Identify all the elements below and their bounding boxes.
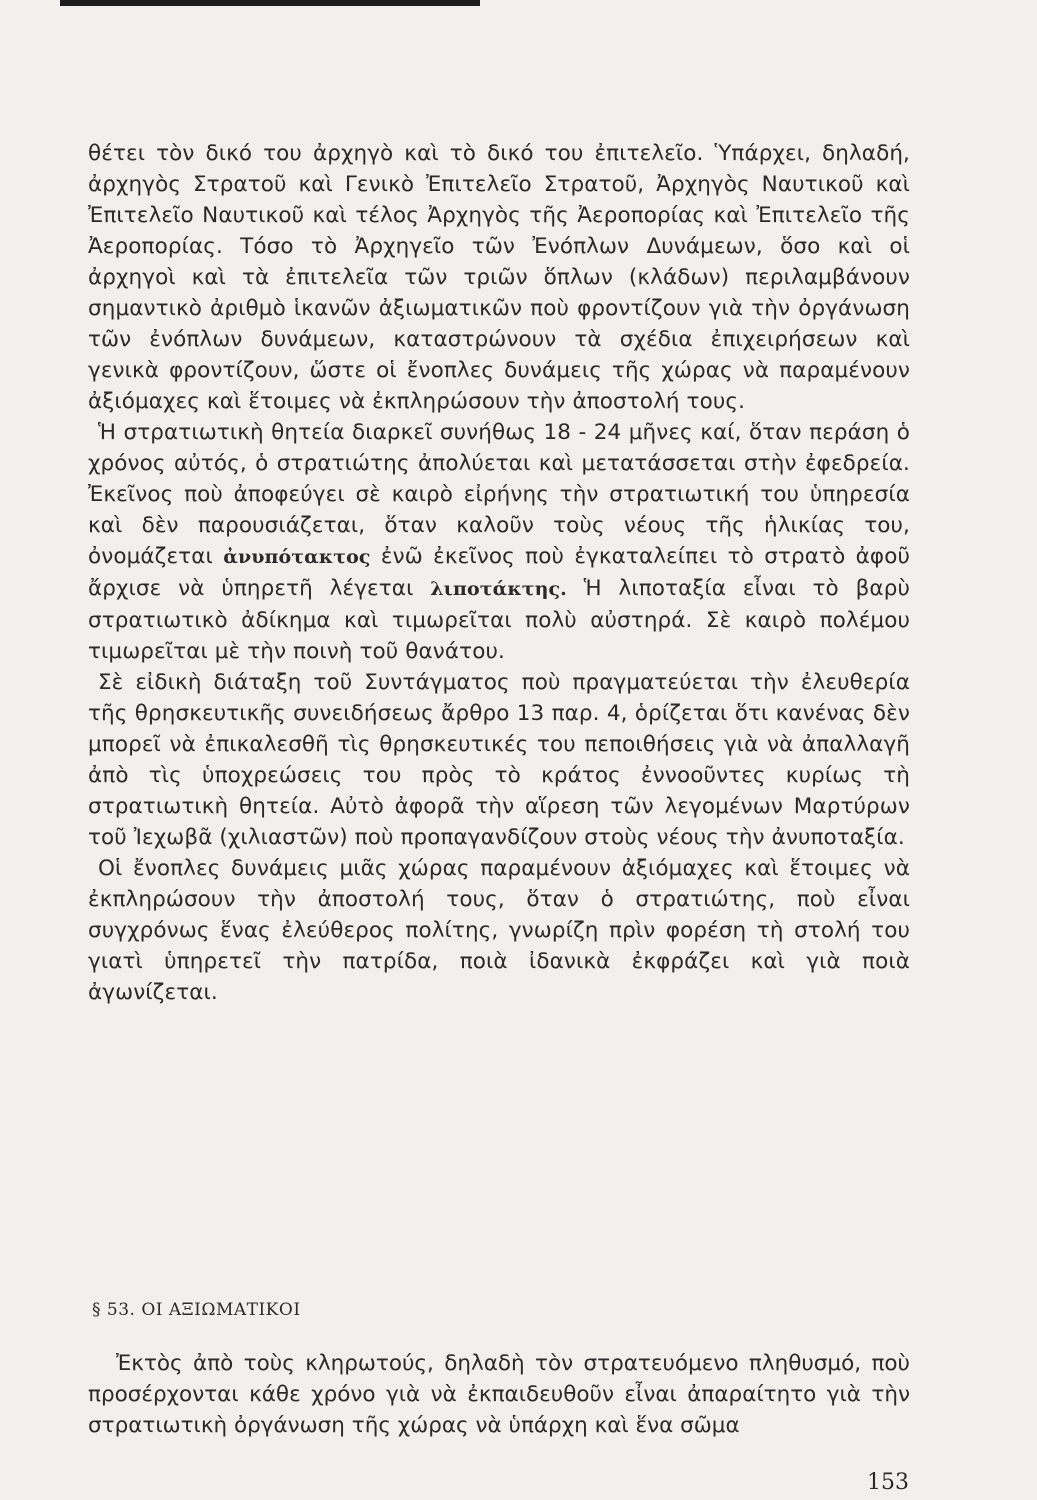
paragraph-2	[88, 417, 910, 667]
page-top-edge	[60, 0, 480, 6]
paragraph-3	[88, 667, 910, 853]
section-paragraph: Ἐκτὸς ἀπὸ τοὺς κληρωτούς, δηλαδὴ τὸν στρατευόμενο πληθυσμό, ποὺ προσέρχονται κάθε χρόνο γιὰ νὰ ἐκπαιδευθοῦν εἶναι ἀπαραίτητο γιὰ τὴν στρατιωτικὴ ὀργάνωση τῆς χώρας νὰ ὑπάρχη καὶ ἕνα σῶμα	[88, 1351, 910, 1438]
paragraph-2-text-b: ἐνῶ ἐκεῖνος ποὺ ἐγκαταλείπει τὸ στρατὸ ἀφοῦ ἄρχισε νὰ ὑπηρετῆ λέγεται	[88, 544, 911, 601]
paragraph-4-text: Οἱ ἔνοπλες δυνάμεις μιᾶς χώρας παραμένουν ἀξιόμαχες καὶ ἕτοιμες νὰ ἐκπληρώσουν τὴν ἀποστολή τους, ὅταν ὁ στρατιώτης, ποὺ εἶναι συγχρόνως ἕνας ἐλεύθερος πολίτης, γνωρίζη πρὶν φορέση τὴ στολή του γιατὶ ὑπηρετεῖ τὴν πατρίδα, ποιὰ ἰδανικὰ ἐκφράζει καὶ γιὰ ποιὰ ἀγωνίζεται.	[88, 856, 910, 1005]
paragraph-4	[88, 853, 910, 1008]
section-heading: § 53. ΟΙ ΑΞΙΩΜΑΤΙΚΟΙ	[92, 1300, 301, 1320]
body-text	[88, 138, 910, 1008]
paragraph-1	[88, 138, 910, 417]
paragraph-2-text-c: Ἡ λιποταξία εἶναι τὸ βαρὺ στρατιωτικὸ ἀδίκημα καὶ τιμωρεῖται πολὺ αὐστηρά. Σὲ καιρὸ πολέμου τιμωρεῖται μὲ τὴν ποινὴ τοῦ θανάτου.	[88, 576, 910, 664]
term-draft-evader: ἀνυπότακτος	[223, 546, 371, 568]
page-number: 153	[867, 1470, 909, 1495]
section-body	[88, 1348, 910, 1441]
term-deserter: λιποτάκτης.	[430, 578, 567, 600]
paragraph-2-text-a: Ἡ στρατιωτικὴ θητεία διαρκεῖ συνήθως 18 - 24 μῆνες καί, ὅταν περάση ὁ χρόνος αὐτός, ὁ στρατιώτης ἀπολύεται καὶ μετατάσσεται στὴν ἐφεδρεία. Ἐκεῖνος ποὺ ἀποφεύγει σὲ καιρὸ εἰρήνης τὴν στρατιωτική του ὑπηρεσία καὶ δὲν παρουσιάζεται, ὅταν καλοῦν τοὺς νέους τῆς ἡλικίας του, ὀνομάζεται	[88, 420, 910, 569]
paragraph-1-text: θέτει τὸν δικό του ἀρχηγὸ καὶ τὸ δικό του ἐπιτελεῖο. Ὑπάρχει, δηλαδή, ἀρχηγὸς Στρατοῦ καὶ Γενικὸ Ἐπιτελεῖο Στρατοῦ, Ἀρχηγὸς Ναυτικοῦ καὶ Ἐπιτελεῖο Ναυτικοῦ καὶ τέλος Ἀρχηγὸς τῆς Ἀεροπορίας καὶ Ἐπιτελεῖο τῆς Ἀεροπορίας. Τόσο τὸ Ἀρχηγεῖο τῶν Ἐνόπλων Δυνάμεων, ὅσο καὶ οἱ ἀρχηγοὶ καὶ τὰ ἐπιτελεῖα τῶν τριῶν ὅπλων (κλάδων) περιλαμβάνουν σημαντικὸ ἀριθμὸ ἱκανῶν ἀξιωματικῶν ποὺ φροντίζουν γιὰ τὴν ὀργάνωση τῶν ἐνόπλων δυνάμεων, καταστρώνουν τὰ σχέδια ἐπιχειρήσεων καὶ γενικὰ φροντίζουν, ὥστε οἱ ἔνοπλες δυνάμεις τῆς χώρας νὰ παραμένουν ἀξιόμαχες καὶ ἕτοιμες νὰ ἐκπληρώσουν τὴν ἀποστολή τους.	[88, 141, 910, 414]
paragraph-3-text: Σὲ εἰδικὴ διάταξη τοῦ Συντάγματος ποὺ πραγματεύεται τὴν ἐλευθερία τῆς θρησκευτικῆς συνειδήσεως ἄρθρο 13 παρ. 4, ὁρίζεται ὅτι κανένας δὲν μπορεῖ νὰ ἐπικαλεσθῆ τὶς θρησκευτικές του πεποιθήσεις γιὰ νὰ ἀπαλλαγῆ ἀπὸ τὶς ὑποχρεώσεις του πρὸς τὸ κράτος ἐννοοῦντες κυρίως τὴ στρατιωτικὴ θητεία. Αὐτὸ ἀφορᾶ τὴν αἵρεση τῶν λεγομένων Μαρτύρων τοῦ Ἰεχωβᾶ (χιλιαστῶν) ποὺ προπαγανδίζουν στοὺς νέους τὴν ἀνυποταξία.	[88, 670, 910, 850]
